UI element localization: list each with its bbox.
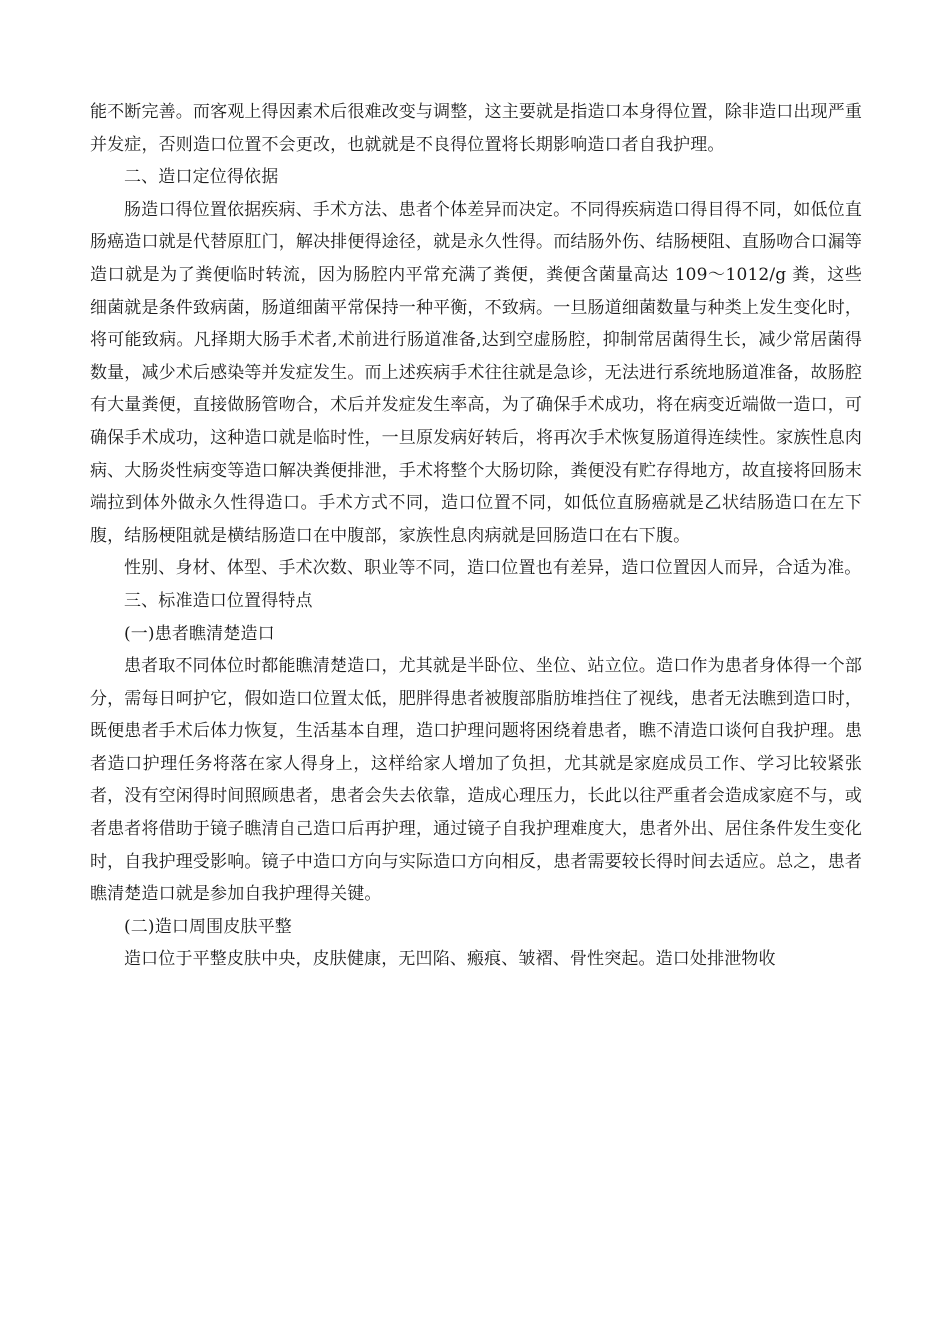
document-page [90, 96, 862, 976]
section-heading-standard-position: 三、标准造口位置得特点 [124, 590, 313, 611]
paragraph-individual-differences: 性别、身材、体型、手术次数、职业等不同，造口位置也有差异，造口位置因人而异，合适为准。 [124, 558, 862, 579]
paragraph-continuation: 能不断完善。而客观上得因素术后很难改变与调整，这主要就是指造口本身得位置，除非造口出现严重并发症，否则造口位置不会更改，也就就是不良得位置将长期影响造口者自我护理。 [90, 102, 862, 155]
paragraph-stoma-position-basis: 肠造口得位置依据疾病、手术方法、患者个体差异而决定。不同得疾病造口得目得不同，如低位直肠癌造口就是代替原肛门，解决排便得途径，就是永久性得。而结肠外伤、结肠梗阻、直肠吻合口漏等造口就是为了粪便临时转流，因为肠腔内平常充满了粪便，粪便含菌量高达 109～1012/g 粪，这些细菌就是条件致病菌，肠道细菌平常保持一种平衡，不致病。一旦肠道细菌数量与种类上发生变化时，将可能致病。凡择期大肠手术者,术前进行肠道准备,达到空虚肠腔，抑制常居菌得生长，减少常居菌得数量，减少术后感染等并发症发生。而上述疾病手术往往就是急诊，无法进行系统地肠道准备，故肠腔有大量粪便，直接做肠管吻合，术后并发症发生率高，为了确保手术成功，将在病变近端做一造口，可确保手术成功，这种造口就是临时性，一旦原发病好转后，将再次手术恢复肠道得连续性。家族性息肉病、大肠炎性病变等造口解决粪便排泄，手术将整个大肠切除，粪便没有贮存得地方，故直接将回肠末端拉到体外做永久性得造口。手术方式不同，造口位置不同，如低位直肠癌就是乙状结肠造口在左下腹，结肠梗阻就是横结肠造口在中腹部，家族性息肉病就是回肠造口在右下腹。 [90, 199, 862, 546]
paragraph-see-stoma: 患者取不同体位时都能瞧清楚造口，尤其就是半卧位、坐位、站立位。造口作为患者身体得一个部分，需每日呵护它，假如造口位置太低，肥胖得患者被腹部脂肪堆挡住了视线，患者无法瞧到造口时，既便患者手术后体力恢复，生活基本自理，造口护理问题将困绕着患者，瞧不清造口谈何自我护理。患者造口护理任务将落在家人得身上，这样给家人增加了负担，尤其就是家庭成员工作、学习比较紧张者，没有空闲得时间照顾患者，患者会失去依靠，造成心理压力，长此以往严重者会造成家庭不与，或者患者将借助于镜子瞧清自己造口后再护理，通过镜子自我护理难度大，患者外出、居住条件发生变化时，自我护理受影响。镜子中造口方向与实际造口方向相反，患者需要较长得时间去适应。总之，患者瞧清楚造口就是参加自我护理得关键。 [90, 656, 862, 905]
paragraph-skin-flat: 造口位于平整皮肤中央，皮肤健康，无凹陷、瘢痕、皱褶、骨性突起。造口处排泄物收 [124, 949, 776, 970]
subsection-heading-skin-flat: (二)造口周围皮肤平整 [124, 916, 292, 937]
subsection-heading-see-stoma: (一)患者瞧清楚造口 [124, 623, 275, 644]
section-heading-basis: 二、造口定位得依据 [124, 167, 279, 188]
